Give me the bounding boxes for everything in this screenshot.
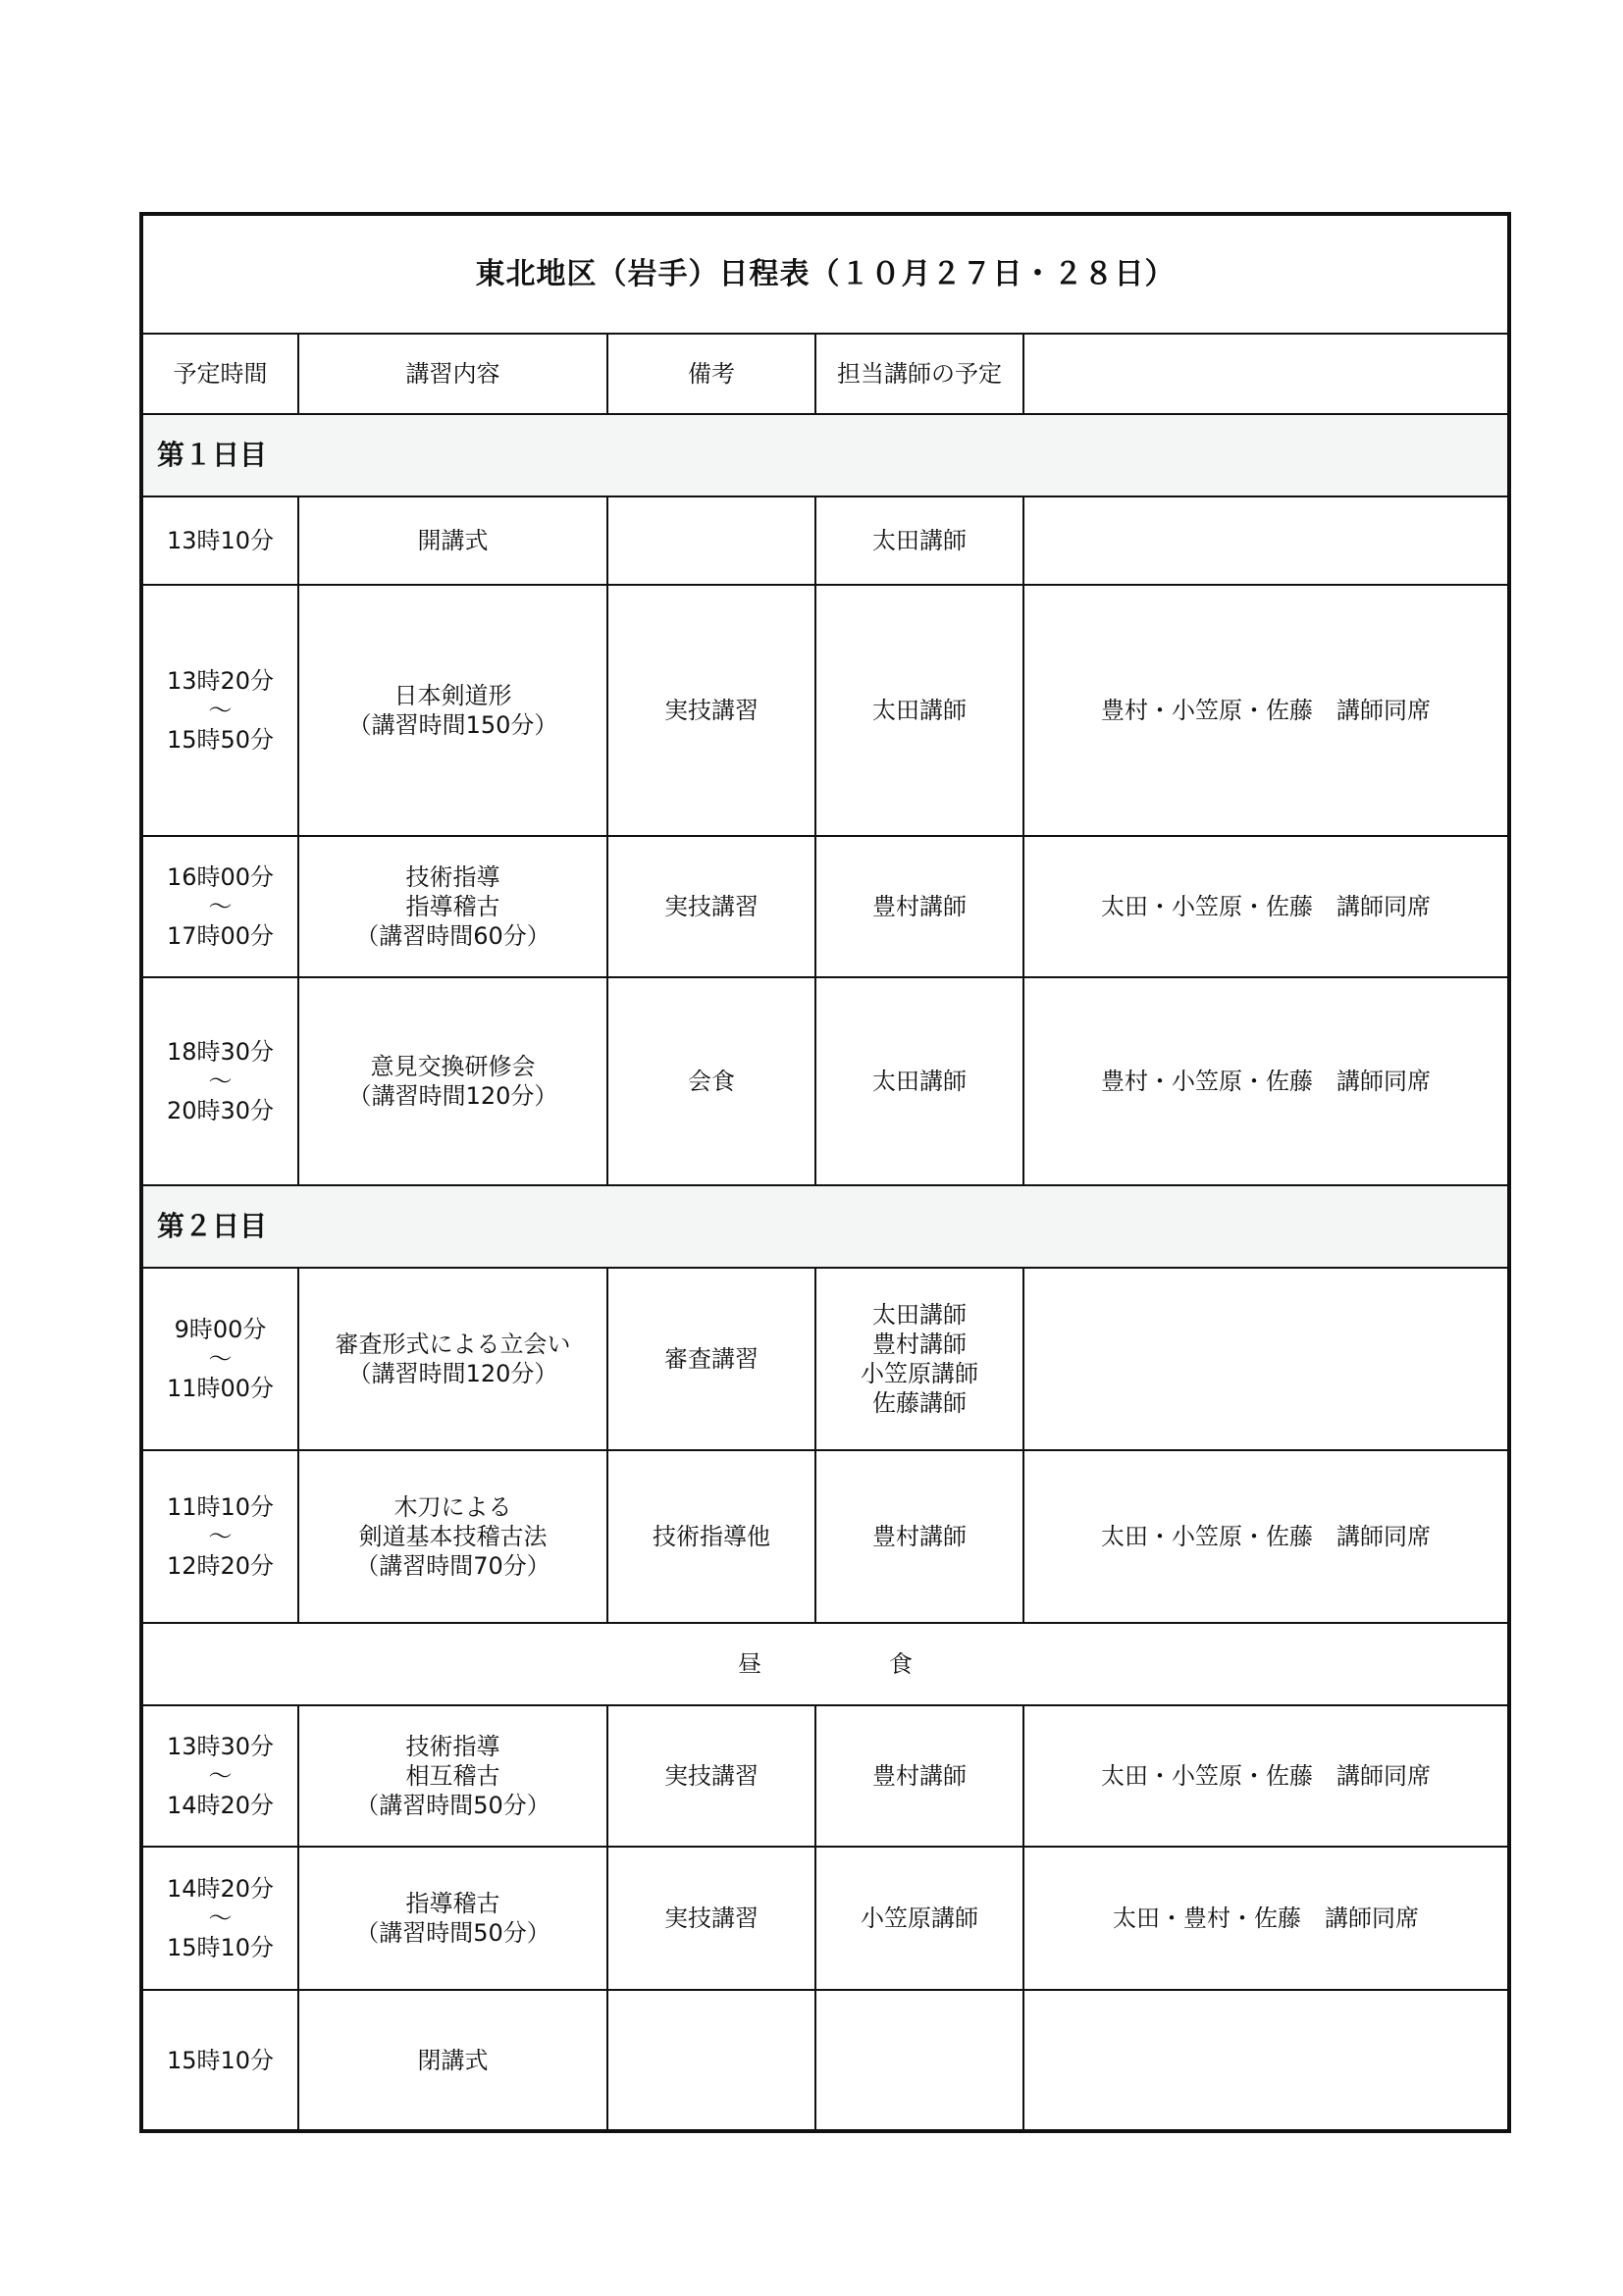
time-cell [141,496,298,585]
instructor-line: 小笠原講師 [861,1905,978,1932]
time-line: 12時20分 [166,1552,275,1580]
content-cell [298,1990,607,2131]
instructor-line: 太田講師 [872,1068,967,1095]
content-line: 相互稽古 [405,1762,500,1790]
time-line: 13時30分 [166,1733,275,1760]
content-line: （講習時間70分） [355,1552,550,1580]
content-line: （講習時間50分） [355,1919,550,1947]
instructor-line: 太田講師 [872,1301,967,1329]
instructor-cell [815,1450,1023,1623]
time-cell [141,977,298,1185]
content-line: 閉講式 [417,2046,489,2074]
extra-cell: 太田・豊村・佐藤 講師同席 [1023,1847,1509,1990]
time-line: 18時30分 [166,1038,275,1066]
extra-cell: 太田・小笠原・佐藤 講師同席 [1023,1705,1509,1847]
instructor-cell [815,585,1023,836]
content-line: 指導稽古 [405,893,500,920]
instructor-cell [815,836,1023,977]
day2-label: 第２日目 [141,1185,1509,1268]
content-cell [298,1450,607,1623]
time-line: ～ [208,1523,233,1550]
day1-row [141,414,1509,496]
content-cell [298,977,607,1185]
day2-row-3 [141,1847,1509,1990]
day1-label: 第１日目 [141,414,1509,496]
content-line: 技術指導 [405,1733,500,1760]
instructor-cell [815,1847,1023,1990]
day1-row-2 [141,836,1509,977]
content-line: 剣道基本技稽古法 [358,1523,548,1550]
day1-row-3 [141,977,1509,1185]
extra-cell [1023,1990,1509,2131]
content-line: 意見交換研修会 [370,1053,536,1080]
day1-row-1 [141,585,1509,836]
day2-row-4 [141,1990,1509,2131]
instructor-line: 豊村講師 [872,1762,967,1790]
content-cell [298,1268,607,1450]
content-cell [298,1847,607,1990]
content-line: 開講式 [417,527,489,554]
note-cell [607,1990,815,2131]
time-line: ～ [208,697,233,724]
content-cell [298,836,607,977]
header-instructor: 担当講師の予定 [815,334,1023,414]
time-cell [141,1847,298,1990]
header-row [141,334,1509,414]
time-cell [141,1705,298,1847]
time-cell [141,1450,298,1623]
lunch-char-1: 昼 [738,1650,761,1678]
note-cell: 実技講習 [607,1705,815,1847]
lunch-char-2: 食 [889,1650,913,1678]
note-cell: 実技講習 [607,836,815,977]
time-cell [141,1268,298,1450]
extra-cell [1023,1268,1509,1450]
time-cell [141,1990,298,2131]
day2-row [141,1185,1509,1268]
time-cell [141,585,298,836]
content-line: （講習時間60分） [355,922,550,950]
extra-cell: 豊村・小笠原・佐藤 講師同席 [1023,977,1509,1185]
schedule-table [139,212,1511,2133]
time-line: 14時20分 [166,1792,275,1819]
header-extra [1023,334,1509,414]
content-cell [298,496,607,585]
day2-row-2 [141,1705,1509,1847]
time-line: ～ [208,1905,233,1932]
time-line: ～ [208,1762,233,1790]
time-line: 9時00分 [174,1316,267,1343]
time-line: 14時20分 [166,1875,275,1903]
time-line: 13時10分 [166,527,275,554]
time-line: 16時00分 [166,863,275,891]
time-line: 11時10分 [166,1493,275,1521]
time-cell [141,836,298,977]
time-line: 20時30分 [166,1097,275,1124]
day1-row-0 [141,496,1509,585]
extra-cell: 太田・小笠原・佐藤 講師同席 [1023,836,1509,977]
time-line: 15時10分 [166,2046,275,2074]
day2-row-1 [141,1450,1509,1623]
time-line: ～ [208,893,233,920]
content-line: 日本剣道形 [393,682,512,709]
lunch-row [141,1623,1509,1705]
extra-cell: 豊村・小笠原・佐藤 講師同席 [1023,585,1509,836]
instructor-line: 太田講師 [872,527,967,554]
instructor-line: 小笠原講師 [861,1360,978,1387]
time-line: 11時00分 [166,1375,275,1402]
instructor-cell [815,1990,1023,2131]
content-cell [298,585,607,836]
content-line: （講習時間120分） [347,1360,558,1387]
day2-row-0 [141,1268,1509,1450]
time-line: 13時20分 [166,667,275,695]
note-cell: 実技講習 [607,585,815,836]
content-line: 審査形式による立会い [335,1331,571,1358]
instructor-cell [815,1705,1023,1847]
note-cell: 実技講習 [607,1847,815,1990]
content-line: 指導稽古 [405,1890,500,1917]
note-cell: 審査講習 [607,1268,815,1450]
time-line: 15時50分 [166,726,275,754]
note-cell [607,496,815,585]
content-line: （講習時間120分） [347,1082,558,1110]
time-line: 17時00分 [166,922,275,950]
time-line: ～ [208,1068,233,1095]
instructor-line: 豊村講師 [872,1523,967,1550]
instructor-line: 太田講師 [872,697,967,724]
page-title: 東北地区（岩手）日程表（１０月２７日・２８日） [141,214,1509,334]
header-content: 講習内容 [298,334,607,414]
note-cell: 会食 [607,977,815,1185]
content-line: 技術指導 [405,863,500,891]
extra-cell: 太田・小笠原・佐藤 講師同席 [1023,1450,1509,1623]
instructor-line: 佐藤講師 [872,1389,967,1417]
instructor-cell [815,977,1023,1185]
instructor-cell [815,496,1023,585]
content-line: 木刀による [393,1493,512,1521]
time-line: ～ [208,1345,233,1373]
time-line: 15時10分 [166,1934,275,1961]
instructor-cell [815,1268,1023,1450]
header-time: 予定時間 [141,334,298,414]
extra-cell [1023,496,1509,585]
instructor-line: 豊村講師 [872,893,967,920]
note-cell: 技術指導他 [607,1450,815,1623]
header-note: 備考 [607,334,815,414]
content-cell [298,1705,607,1847]
instructor-line: 豊村講師 [872,1331,967,1358]
lunch-cell [141,1623,1509,1705]
content-line: （講習時間50分） [355,1792,550,1819]
content-line: （講習時間150分） [347,711,558,739]
